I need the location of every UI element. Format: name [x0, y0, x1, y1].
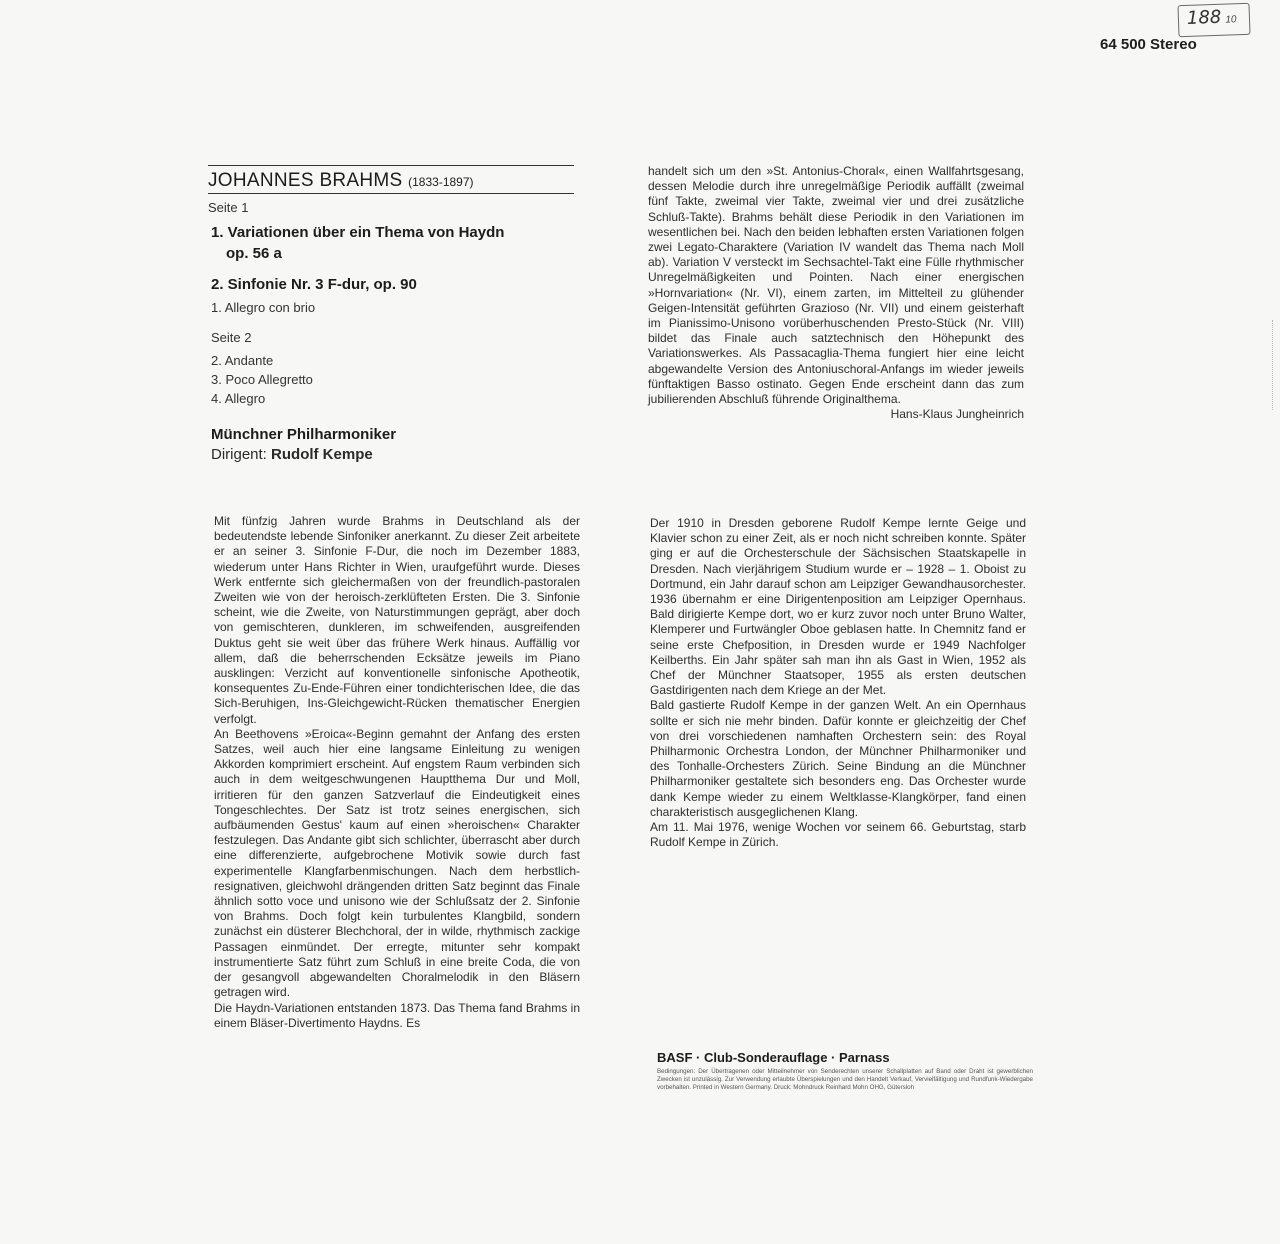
movement-1: 1. Allegro con brio: [211, 300, 316, 315]
handwritten-number-suffix: 10: [1225, 14, 1237, 26]
notes-column-left: [214, 514, 580, 1031]
label-imprint: BASF · Club-Sonderauflage · Parnass: [657, 1050, 890, 1065]
notes-paragraph: An Beethovens »Eroica«-Beginn gemahnt der Anfang des ersten Satzes, weil auch hier eine langsame Einleitung zu wenigen Akkorden komprimiert erscheint. Auf engstem Raum verbinden sich auch in dem weitgeschwungenen Hauptthema Dur und Moll, irritieren für den ganzen Satzverlauf die Eindeutigkeit eines Tongeschlechtes. Der Satz ist trotz seines energischen, sich aufbäumenden Gestus' kaum auf einen »heroischen« Charakter festzulegen. Das Andante gibt sich schlichter, überrascht aber durch eine differenzierte, aufgebrochene Motivik sowie durch fast experimentelle Klangfarbenmischungen. Nach dem herbstlich-resignativen, gleichwohl drängenden dritten Satz beginnt das Finale ähnlich sotto voce und unisono wie der Schlußsatz der 2. Sinfonie von Brahms. Doch folgt kein turbulentes Klangbild, sondern zunächst ein düsterer Blechchoral, der in wilde, rhythmisch zackige Passagen einmündet. Der erregte, mitunter sehr kompakt instrumentierte Satz führt zum Schluß in eine breite Coda, die von der gesangvoll abgewandelten Choralmelodik in den Bläsern getragen wird.: [214, 726, 580, 1000]
legal-fine-print: Bedingungen: Der Übertragenen oder Mitteilnehmer von Senderechten unserer Schallplatten auf Band oder Draht ist gewerblichen Zwecken ist unzulässig. Zur Verwendung erlaubte Überspielungen und den Handelt Verkauf, Vervielfältigung und Rundfunk-Wiedergabe vorbehalten. Printed in Western Germany. Druck: Mohndruck Reinhard Mohn OHG, Gütersloh: [657, 1068, 1033, 1091]
conductor-name: Rudolf Kempe: [271, 446, 373, 463]
notes-paragraph: Die Haydn-Variationen entstanden 1873. Das Thema fand Brahms in einem Bläser-Divertimento Haydns. Es: [214, 1000, 580, 1030]
side-1-label: Seite 1: [208, 200, 249, 215]
work-1-opus: op. 56 a: [226, 245, 282, 262]
composer-heading: [208, 170, 474, 192]
handwritten-number: [1177, 3, 1250, 37]
notes-paragraph: Mit fünfzig Jahren wurde Brahms in Deutschland als der bedeutendste lebende Sinfoniker anerkannt. Zu dieser Zeit arbeitete er an seiner 3. Sinfonie F-Dur, die noch im Dezember 1883, wiederum unter Hans Richter in Wien, uraufgeführt wurde. Dieses Werk entfernte sich gleichermaßen von der freundlich-pastoralen Zweiten wie von der heroisch-zerklüfteten Ersten. Die 3. Sinfonie scheint, wie die Zweite, von Naturstimmungen geprägt, aber doch von gemischteren, dunkleren, im schweifenden, ausgreifenden Duktus geht sie weit über das frühere Werk hinaus. Auffällig vor allem, daß die beherrschenden Ecksätze jeweils im Piano ausklingen: Verzicht auf konventionelle sinfonische Apotheotik, konsequentes Zu-Ende-Führen einer tondichterischen Idee, die das Sich-Beruhigen, Ins-Gleichgewicht-Rücken thematischer Energien verfolgt.: [214, 514, 580, 726]
orchestra-name: Münchner Philharmoniker: [211, 426, 397, 443]
bio-paragraph: Am 11. Mai 1976, wenige Wochen vor seinem 66. Geburtstag, starb Rudolf Kempe in Zürich.: [650, 820, 1026, 850]
work-1-title: 1. Variationen über ein Thema von Haydn: [211, 224, 505, 241]
title-top-rule: [208, 165, 574, 166]
conductor-prefix: Dirigent:: [211, 446, 267, 463]
composer-dates: (1833-1897): [408, 175, 474, 189]
conductor-line: [211, 446, 373, 463]
conductor-biography: [650, 516, 1026, 850]
catalog-number: 64 500 Stereo: [1100, 36, 1197, 53]
movement-2: 2. Andante: [211, 353, 274, 368]
title-bottom-rule: [208, 193, 574, 194]
notes-author: Hans-Klaus Jungheinrich: [890, 407, 1024, 422]
work-2-title: 2. Sinfonie Nr. 3 F-dur, op. 90: [211, 276, 417, 293]
movement-3: 3. Poco Allegretto: [211, 372, 313, 387]
edge-mark: [1272, 320, 1277, 410]
composer-name: JOHANNES BRAHMS: [208, 170, 403, 191]
notes-paragraph: handelt sich um den »St. Antonius-Choral«, einen Wallfahrtsgesang, dessen Melodie durch ihre unregelmäßige Periodik auffällt (zweimal fünf Takte, zweimal vier Takte, zweimal vier und drei zusätzliche Schluß-Takte). Brahms behält diese Periodik in den Variationen im wesentlichen bei. Nach den beiden lebhaften ersten Variationen folgen zwei Legato-Charaktere (Variation IV wandelt das Thema nach Moll ab). Variation V versteckt im Sechsachtel-Takt eine Fülle rhythmischer Unregelmäßigkeiten und Pointen. Nach einer energischen »Hornvariation« (Nr. VI), einem zarten, im Mittelteil zu glühender Geigen-Intensität geführten Grazioso (Nr. VII) und einem geisterhaft im Pianissimo-Unisono vorüberhuschenden Presto-Stück (Nr. VIII) bildet das Finale auch satztechnisch den Höhepunkt des Variationswerkes. Als Passacaglia-Thema fungiert hier eine leicht abgewandelte Version des Antoniuschoral-Anfangs im wieder jeweils fünftaktigen Basso ostinato. Gegen Ende erscheint dann das zum jubilierenden Abschluß führende Originalthema.: [648, 164, 1024, 407]
side-2-label: Seite 2: [211, 330, 252, 345]
handwritten-number-text: 188: [1186, 6, 1222, 29]
bio-paragraph: Der 1910 in Dresden geborene Rudolf Kempe lernte Geige und Klavier schon zu einer Zeit, als er noch nicht schreiben konnte. Später ging er auf die Orchesterschule der Sächsischen Staatskapelle in Dresden. Nach vierjährigem Studium wurde er – 1928 – 1. Oboist zu Dortmund, ein Jahr darauf schon am Leipziger Gewandhausorchester. 1936 übernahm er eine Dirigentenposition am Leipziger Opernhaus. Bald dirigierte Kempe dort, wo er kurz zuvor noch unter Bruno Walter, Klemperer und Furtwängler Oboe geblasen hatte. In Chemnitz fand er seine erste Chefposition, in Dresden wurde er 1949 Nachfolger Keilberths. Ein Jahr später sah man ihn als Gast in Wien, 1952 als Chef der Münchner Staatsoper, 1955 als ersten deutschen Gastdirigenten nach dem Kriege an der Met.: [650, 516, 1026, 698]
movement-4: 4. Allegro: [211, 391, 266, 406]
bio-paragraph: Bald gastierte Rudolf Kempe in der ganzen Welt. An ein Opernhaus sollte er sich nie mehr binden. Dafür konnte er gleichzeitig der Chef von drei vorschiedenen namhaften Orchestern sein: des Royal Philharmonic Orchestra London, der Münchner Philharmoniker und des Tonhalle-Orchesters Zürich. Seine Bindung an die Münchner Philharmoniker gestaltete sich besonders eng. Das Orchester wurde dank Kempe wieder zu einem Weltklasse-Klangkörper, fand einen charakteristisch ausgeglichenen Klang.: [650, 698, 1026, 819]
notes-column-right: [648, 164, 1024, 422]
